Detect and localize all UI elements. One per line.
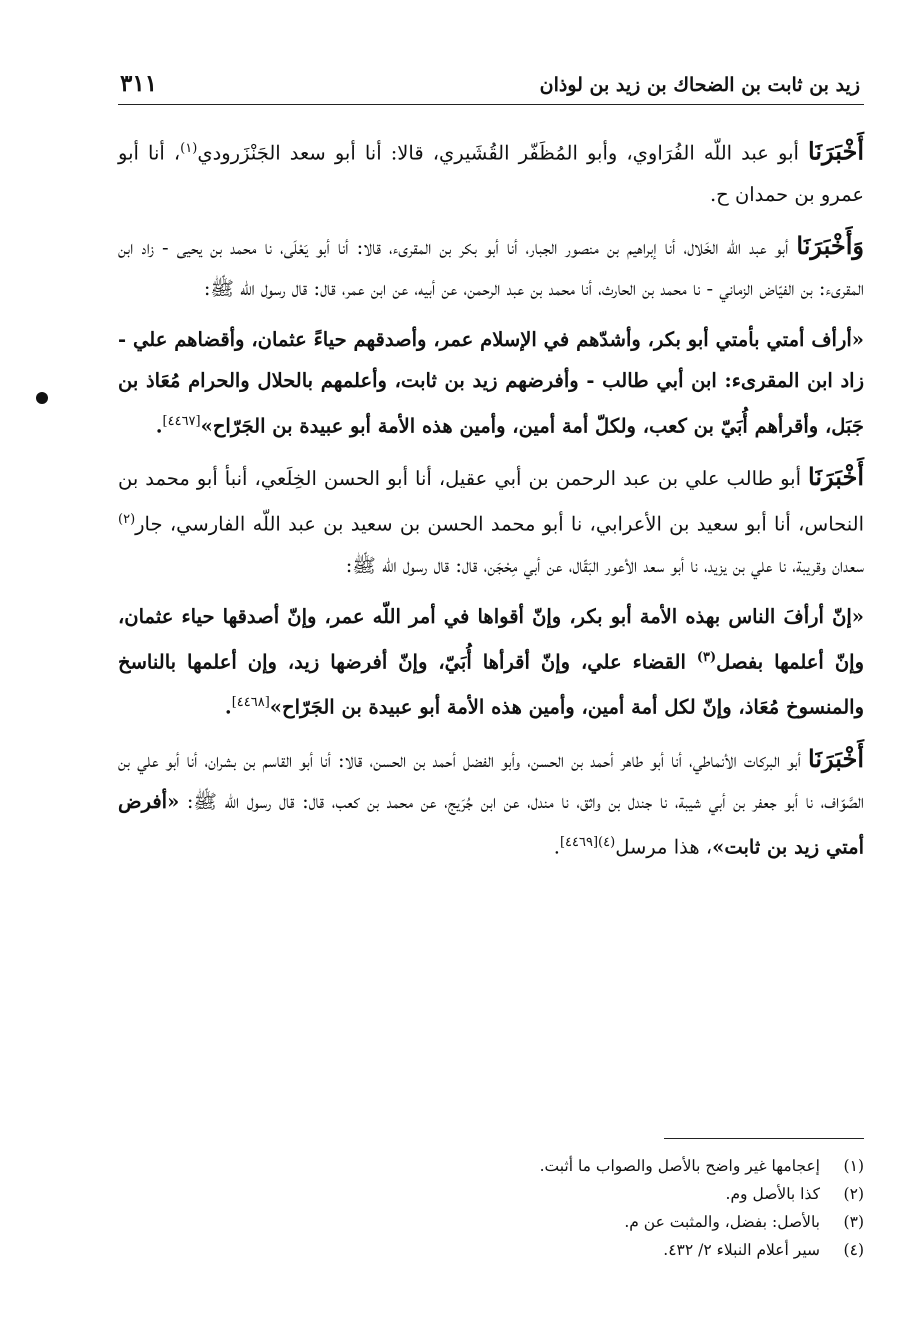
- running-title: زيد بن ثابت بن الضحاك بن زيد بن لوذان: [539, 74, 860, 96]
- footnote-divider: [664, 1138, 864, 1139]
- footnote-item: [118, 1152, 864, 1180]
- footnote-text: كذا بالأصل وم.: [725, 1185, 820, 1203]
- paragraph-text: سعدان وقريبة، نا علي بن يزيد، نا أبو سعد الأعور البَقّال، عن أبي مِحْجَن، قال: قال رسول اللّه ﷺ:: [345, 553, 864, 577]
- footnote-marker: (٣): [696, 649, 717, 665]
- hadith-quote: «أفرض أمتي زيد بن ثابت»: [118, 789, 864, 858]
- footnote-text: إعجامها غير واضح بالأصل والصواب ما أثبت.: [539, 1157, 820, 1175]
- hadith-text: القضاء علي، وإنّ أقرأها أُبَيّ، وإنّ أفرضها زيد، وإن أعلمها بالناسخ والمنسوخ مُعَاذ، وإنّ لكل أمة أمين، وأمين هذه الأمة أبو عبيدة بن الجَرّاح»: [118, 650, 864, 719]
- footnote-number: (٤): [843, 1241, 864, 1259]
- period: .: [224, 695, 232, 719]
- footnote-item: [118, 1208, 864, 1236]
- paragraph-text: أبو عبد اللّه الفُرَاوي، وأبو المُظَفّر القُشَيري، قالا: أنا أبو سعد الجَنْزَرودي: [197, 141, 809, 165]
- paragraph-text: أبو البركات الأنماطي، أنا أبو طاهر أحمد بن الحسن، وأبو الفضل أحمد بن الحسن، قالا: أنا أبو القاسم بن بشران، أنا أبو علي بن الصَّوّاف، نا أبو جعفر بن أبي شيبة، نا جندل بن واثق، نا مندل، عن ابن جُرَيج، عن محمد بن كعب، قال: قال رسول اللّه ﷺ:: [118, 748, 864, 813]
- footnote-number: (٢): [843, 1185, 864, 1203]
- footnote-marker: (٢): [118, 512, 136, 527]
- reference-number: [٤٤٦٩]: [559, 834, 599, 850]
- footnote-marker: (١): [180, 141, 198, 156]
- footnote-item: [118, 1236, 864, 1264]
- lead-word: أَخْبَرَنَا: [808, 743, 864, 773]
- lead-word: وَأَخْبَرَنَا: [796, 230, 864, 260]
- hadith-text: «إنّ أرأفَ الناس بهذه الأمة أبو بكر، وإنّ أقواها في أمر اللّه عمر، وإنّ أصدقها حياء عثمان، وإنّ أعلمها بفصل: [118, 604, 864, 673]
- reference-number: [٤٤٦٨]: [231, 695, 270, 710]
- paragraph-text: أبو عبد اللّه الخَلال، أنا إبراهيم بن منصور الجبار، أنا أبو بكر بن المقرىء، قالا: أنا أبو يَعْلَى، نا محمد بن يحيى - زاد ابن المقرىء: بن الفيّاض الزماني - نا محمد بن الحارث، أنا محمد بن عبد الرحمن، عن أبيه، عن ابن عمر، قال: قال رسول اللّه ﷺ:: [118, 235, 864, 300]
- paragraph-text: أبو طالب علي بن عبد الرحمن بن أبي عقيل، أنا أبو الحسن الخِلَعي، أنبأ أبو محمد بن النحاس، أنا أبو سعيد بن الأعرابي، نا أبو محمد الحسن بن سعيد بن عبد اللّه الفارسي، جار: [118, 467, 864, 536]
- paragraph-text: ، هذا مرسل: [615, 835, 713, 858]
- lead-word: أَخْبَرَنَا: [808, 136, 864, 166]
- footnote-marker: (٤): [598, 834, 616, 850]
- footnote-number: (١): [843, 1157, 864, 1175]
- reference-number: [٤٤٦٧]: [162, 413, 201, 429]
- period: .: [553, 835, 560, 858]
- lead-word: أَخْبَرَنَا: [808, 462, 864, 491]
- margin-dot: [36, 392, 48, 404]
- period: .: [155, 414, 163, 437]
- footnote-number: (٣): [843, 1213, 864, 1231]
- paragraph-4: [118, 738, 864, 868]
- hadith-text: «أرأف أمتي بأمتي أبو بكر، وأشدّهم في الإسلام عمر، وأصدقهم حياءً عثمان، وأقضاهم علي - زاد ابن المقرىء: ابن أبي طالب - وأفرضهم زيد بن ثابت، وأعلمهم بالحلال والحرام مُعَاذ بن جَبَل، وأقرأهم أُبَيّ بن كعب، ولكلّ أمة أمين، وأمين هذه الأمة أبو عبيدة بن الجَرّاح»: [118, 327, 864, 437]
- paragraph-2: [118, 225, 864, 309]
- page-header: [118, 60, 864, 105]
- hadith-2: [118, 596, 864, 728]
- paragraph-3: [118, 456, 864, 586]
- page-number: ٣١١: [120, 70, 158, 97]
- footnote-item: [118, 1180, 864, 1208]
- hadith-1: [118, 319, 864, 447]
- main-text: [118, 128, 864, 877]
- footnotes: [118, 1152, 864, 1264]
- paragraph-text: ، أنا أبو عمرو بن حمدان ح.: [118, 141, 864, 206]
- footnote-text: بالأصل: بفضل، والمثبت عن م.: [624, 1213, 820, 1231]
- paragraph-1: [118, 128, 864, 215]
- footnote-text: سير أعلام النبلاء ٢/ ٤٣٢.: [663, 1241, 820, 1259]
